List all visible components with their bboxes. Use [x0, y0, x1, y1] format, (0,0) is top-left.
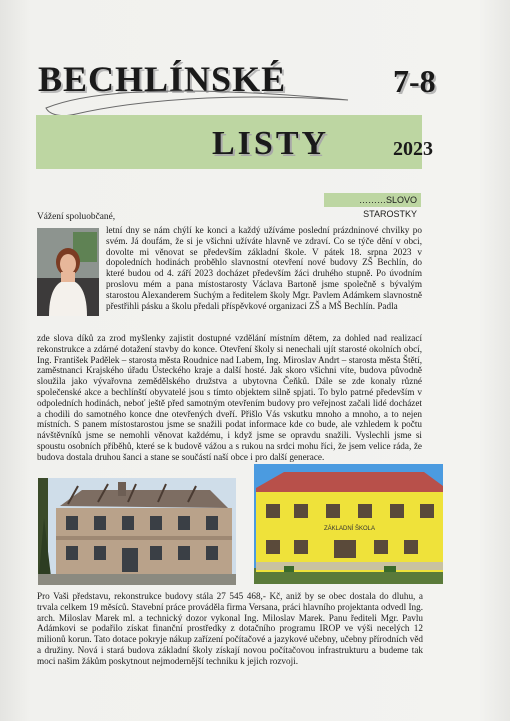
issue-number: 7-8	[393, 63, 436, 99]
section-label: ………SLOVO STAROSTKY	[324, 193, 421, 207]
article-closing-text: Pro Vaši představu, rekonstrukce budovy stála 27 545 468,- Kč, aniž by se obec dostala do dluhu, a trvala celkem 19 měsíců. Stavební práce prováděla firma Versana, práci hlavního projektanta odvedl Ing. arch. Miloslav Marek ml. a technický dozor vykonal Ing. Miloslav Marek. Panu řediteli Mgr. Pavlu Adámkovi se podařilo získat finanční prostředky z dotačního programu IROP ve výši necelých 12 milionů korun. Tato dotace pokryje nákup zařízení počítačové a jazykové učebny, učebny přírodních věd a družiny. Nová i stará budova základní školy získají novou počítačovou infrastrukturu a budeme tak moci našim žákům poskytnout nejmodernější techniku k jejich rozvoji.	[37, 591, 423, 666]
article-greeting: Vážení spoluobčané,	[37, 212, 116, 222]
article-body-text: zde slova díků za zrod myšlenky zajistit dostupné vzdělání místním dětem, za dohled nad realizací rekonstrukce a zdárné dotažení stavby do konce. Otevření školy si nenechali ujít starosté okolních obcí, Ing. František Padělek – starosta města Roudnice nad Labem, Ing. Miroslav Andrt – starosta města Štětí, zaměstnanci Krajského úřadu Ústeckého kraje a další hosté. Jak skoro všichni víte, budova původně sloužila jako vývařovna zemědělského družstva a ubytovna Čeňků. Dále se zde konaly různé společenské akce a bechlínští obyvatelé jsou s tímto objektem silně spjati. To bylo patrné především v odpoledních hodinách, neboť ještě před samotným otevřením budovy pro veřejnost začali lidé docházet a chodili do samotného konce dne otevřených dveří. Přišlo Vás vskutku mnoho a mnoho, a to nejen místních. S panem místostarostou jsme se snažili podat informace kde co bude, ale vzhledem k počtu návštěvníků jsme se nemohli věnovat každému, i když jsme se opravdu snažili. Vyslechli jsme si spoustu osobních příběhů, které se k budově vážou a s rukou na srdci mohu říci, že jsem velice ráda, že budova dostala druhou šanci a stane se součástí naší obce i pro další generace.	[37, 333, 422, 462]
article-intro-text: letní dny se nám chýlí ke konci a každý užíváme poslední prázdninové chvilky po svém. Já doufám, že si je všichni užíváte hlavně ve zdraví. Co se týče dění v obci, dovolte mi věnovat se především základní škole. V pátek 18. srpna 2023 v dopoledních hodinách proběhlo slavnostní otevření nové budovy ZŠ Bechlín, do které budou od 4. září 2023 docházet především žáci druhého stupně. Po úvodním proslovu mém a pana místostarosty Václava Bartoně jsme společně s bývalým starostou Alexanderem Suchým a ředitelem školy Mgr. Pavlem Adámkem slavnostně přestřihli pásku a školu předali příspěvkové organizaci ZŠ a MŠ Bechlín. Padla	[106, 225, 422, 311]
mayor-portrait-photo	[37, 228, 99, 316]
old-building-photo	[38, 478, 236, 585]
new-school-building-photo	[254, 464, 443, 584]
school-sign: ZÁKLADNÍ ŠKOLA	[324, 526, 376, 532]
issue-year: 2023	[393, 138, 433, 160]
masthead-title: BECHLÍNSKÉ	[38, 59, 287, 99]
masthead-subtitle: LISTY	[212, 125, 330, 162]
